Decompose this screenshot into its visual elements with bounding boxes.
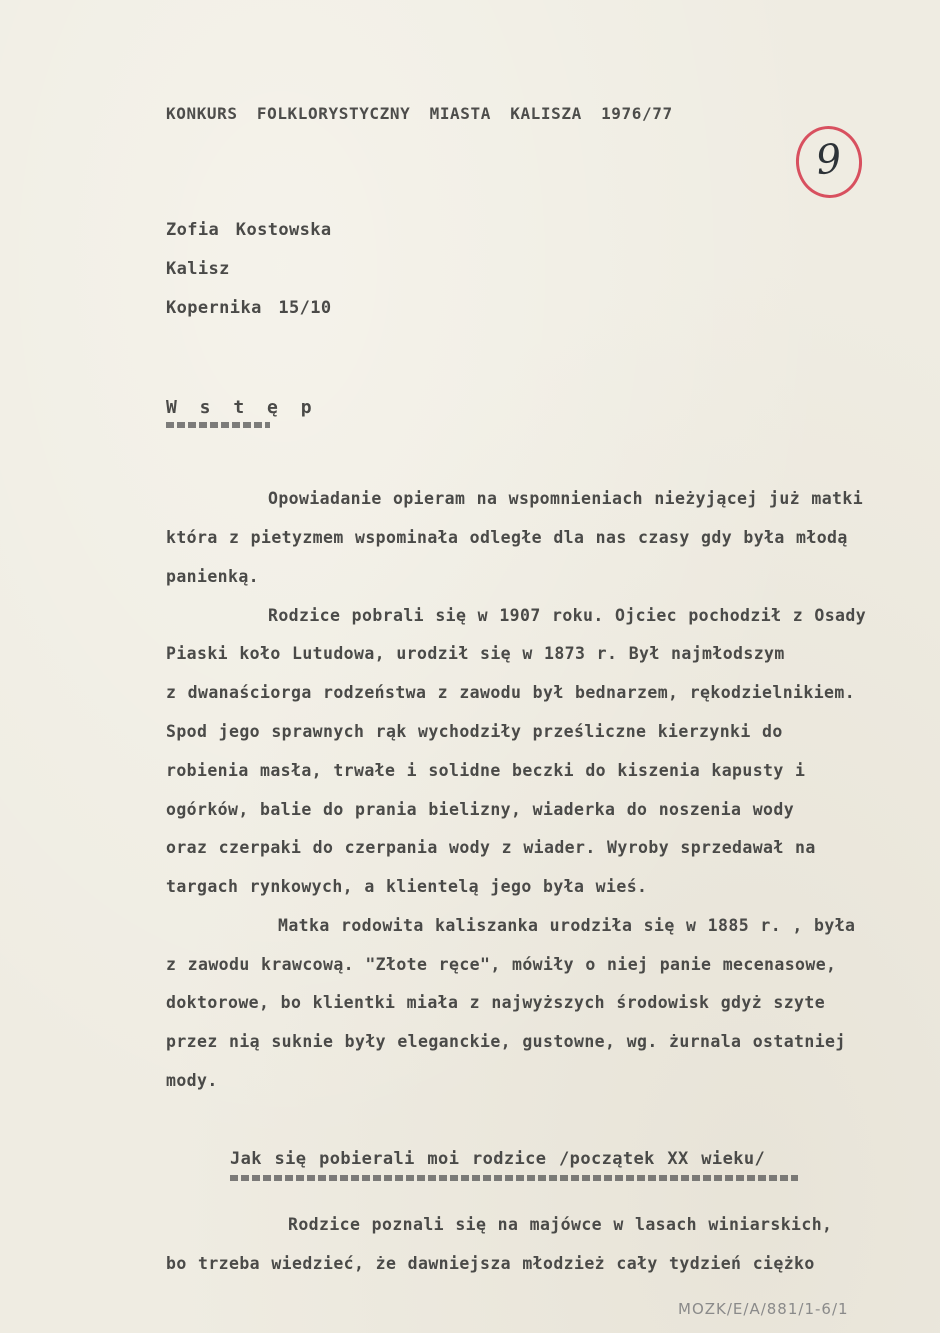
section-line: bo trzeba wiedzieć, że dawniejsza młodzież cały tydzień ciężko	[166, 1254, 815, 1273]
intro-line: panienką.	[166, 567, 260, 586]
intro-line: ogórków, balie do prania bielizny, wiaderka do noszenia wody	[166, 800, 795, 819]
intro-line: oraz czerpaki do czerpania wody z wiader. Wyroby sprzedawał na	[166, 838, 816, 857]
intro-line: Rodzice pobrali się w 1907 roku. Ojciec pochodził z Osady	[268, 606, 867, 625]
author-street: Kopernika 15/10	[166, 298, 332, 318]
page-number-stamp	[792, 123, 865, 202]
section-line: Rodzice poznali się na majówce w lasach winiarskich,	[288, 1215, 833, 1234]
page-number: 9	[813, 135, 844, 185]
intro-line: z zawodu krawcową. "Złote ręce", mówiły o niej panie mecenasowe,	[166, 955, 837, 974]
author-city: Kalisz	[166, 259, 230, 279]
intro-line: targach rynkowych, a klientelą jego była wieś.	[166, 877, 648, 896]
intro-line: Opowiadanie opieram na wspomnieniach nieżyjącej już matki	[268, 489, 864, 508]
intro-line: Spod jego sprawnych rąk wychodziły prześliczne kierzynki do	[166, 722, 783, 741]
contest-header: KONKURS FOLKLORYSTYCZNY MIASTA KALISZA 1976/77	[166, 104, 673, 123]
intro-heading: W s t ę p	[166, 397, 318, 418]
intro-line: Matka rodowita kaliszanka urodziła się w 1885 r. , była	[278, 916, 856, 935]
intro-line: przez nią suknie były eleganckie, gustowne, wg. żurnala ostatniej	[166, 1032, 846, 1051]
intro-line: mody.	[166, 1071, 218, 1090]
section-heading-underline	[230, 1175, 798, 1181]
author-name: Zofia Kostowska	[166, 220, 332, 240]
intro-heading-underline	[166, 422, 270, 428]
intro-line: Piaski koło Lutudowa, urodził się w 1873 r. Był najmłodszym	[166, 644, 785, 663]
section-heading: Jak się pobierali moi rodzice /początek XX wieku/	[230, 1149, 766, 1169]
intro-line: robienia masła, trwałe i solidne beczki do kiszenia kapusty i	[166, 761, 806, 780]
archive-reference: MOZK/E/A/881/1-6/1	[678, 1300, 849, 1318]
intro-line: która z pietyzmem wspominała odległe dla nas czasy gdy była młodą	[166, 528, 848, 547]
intro-line: doktorowe, bo klientki miała z najwyższych środowisk gdyż szyte	[166, 993, 826, 1012]
intro-line: z dwanaściorga rodzeństwa z zawodu był bednarzem, rękodzielnikiem.	[166, 683, 856, 702]
